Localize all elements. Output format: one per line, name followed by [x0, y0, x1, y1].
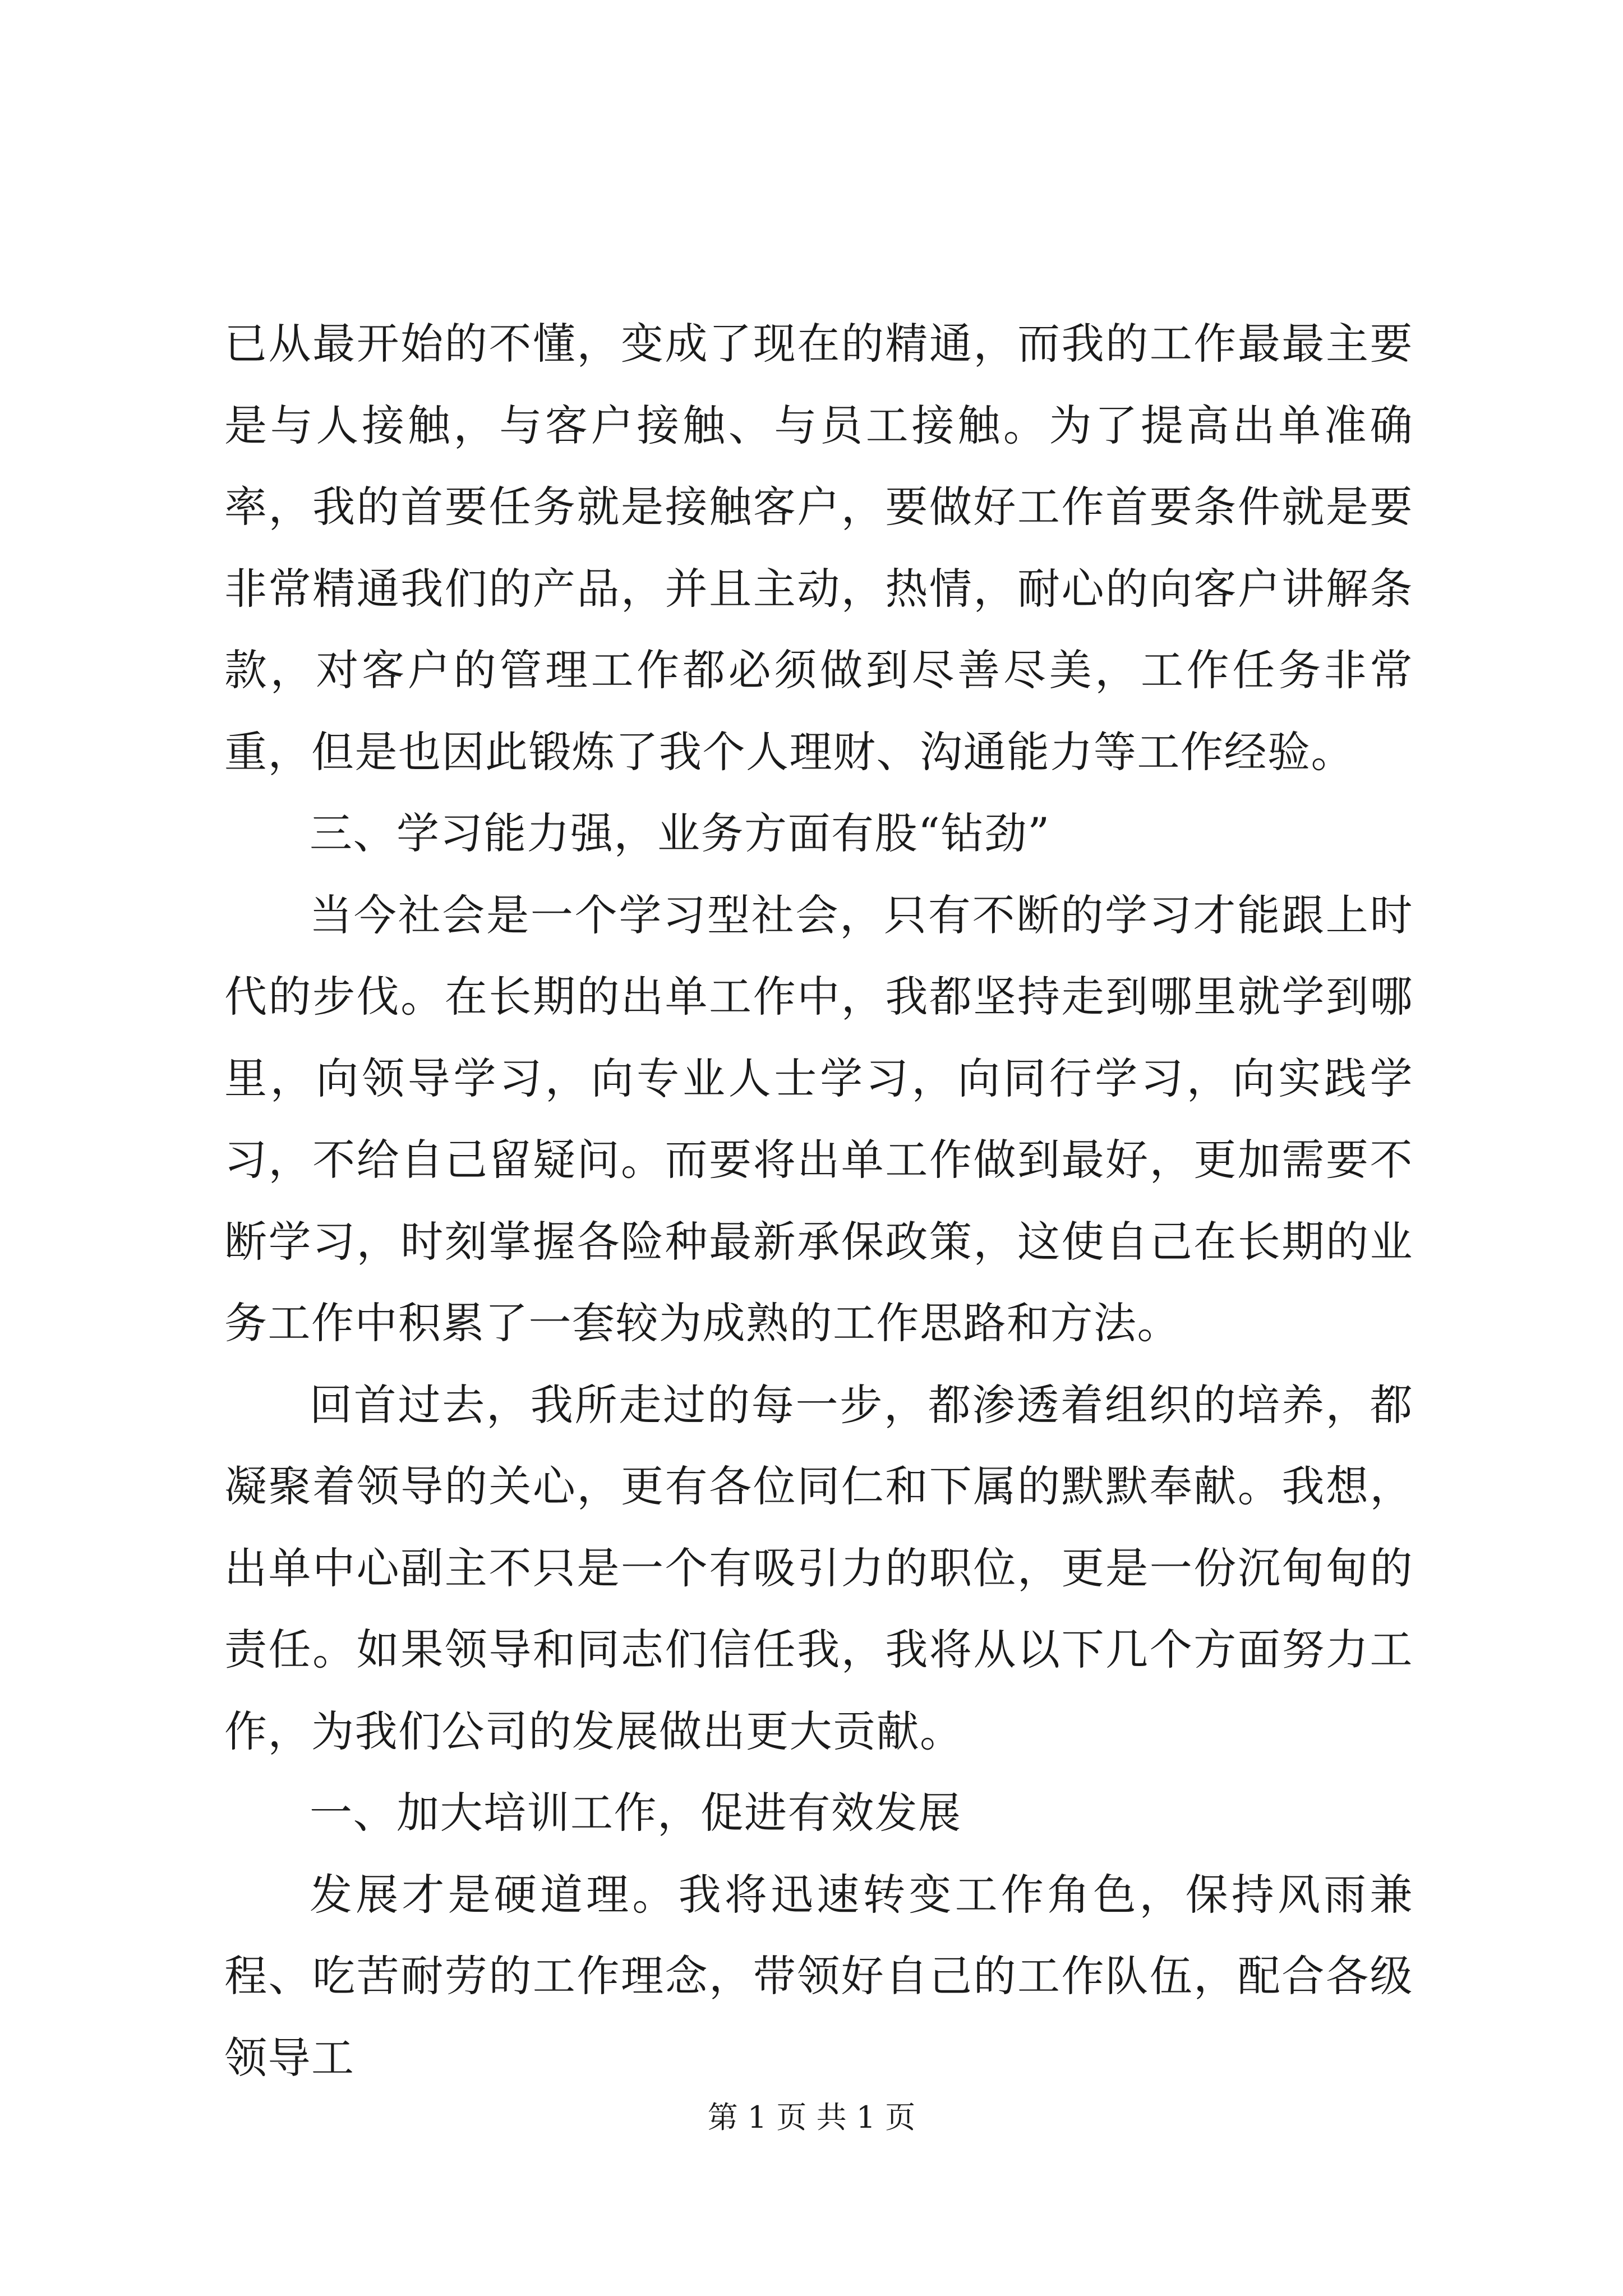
- paragraph-retrospective: 回首过去，我所走过的每一步，都渗透着组织的培养，都凝聚着领导的关心，更有各位同仁和下属的默默奉献。我想，出单中心副主不只是一个有吸引力的职位，更是一份沉甸甸的责任。如果领导和同志们信任我，我将从以下几个方面努力工作，为我们公司的发展做出更大贡献。: [224, 1379, 1413, 1756]
- paragraph-learning: 当今社会是一个学习型社会，只有不断的学习才能跟上时代的步伐。在长期的出单工作中，我都坚持走到哪里就学到哪里，向领导学习，向专业人士学习，向同行学习，向实践学习，不给自己留疑问。而要将出单工作做到最好，更加需要不断学习，时刻掌握各险种最新承保政策，这使自己在长期的业务工作中积累了一套较为成熟的工作思路和方法。: [224, 890, 1413, 1348]
- document-body: [224, 303, 1413, 2099]
- paragraph-development: 发展才是硬道理。我将迅速转变工作角色，保持风雨兼程、吃苦耐劳的工作理念，带领好自己的工作队伍，配合各级领导工: [224, 1869, 1413, 2083]
- section-heading-training: 一、加大培训工作，促进有效发展: [310, 1788, 962, 1838]
- paragraph-continuation: 已从最开始的不懂，变成了现在的精通，而我的工作最最主要是与人接触，与客户接触、与员工接触。为了提高出单准确率，我的首要任务就是接触客户，要做好工作首要条件就是要非常精通我们的产品，并且主动，热情，耐心的向客户讲解条款，对客户的管理工作都必须做到尽善尽美，工作任务非常重，但是也因此锻炼了我个人理财、沟通能力等工作经验。: [224, 319, 1413, 777]
- page-footer: 第 1 页 共 1 页: [707, 2100, 916, 2135]
- section-heading-learning: 三、学习能力强，业务方面有股“钻劲”: [310, 808, 1050, 858]
